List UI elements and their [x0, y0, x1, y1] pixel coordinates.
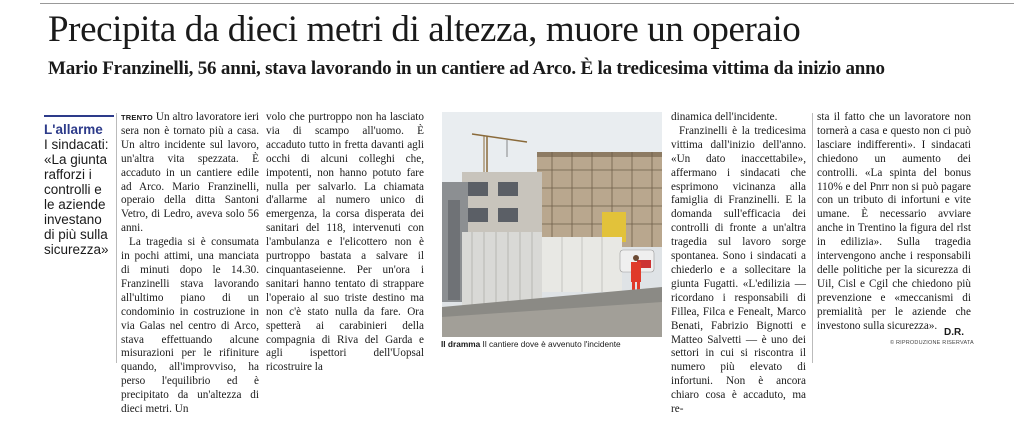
article-paragraph: dinamica dell'incidente. — [671, 111, 778, 123]
sidebar-quote: I sindacati: «La giunta rafforzi i controlli e le aziende investano di più sulla sicurezza» — [44, 137, 109, 257]
sidebar-kicker: L'allarme — [44, 122, 103, 137]
article-column-1 — [121, 111, 259, 417]
column-divider — [812, 113, 813, 363]
dateline: TRENTO — [121, 113, 153, 122]
caption-kicker: Il dramma — [441, 339, 481, 349]
article-paragraph: volo che purtroppo non ha lasciato via di scampo all'uomo. È accaduto tutto in fretta davanti agli occhi di alcuni colleghi che, impotenti, non hanno potuto fare nulla per salvarlo. La chiamata d'allarme al numero unico di emergenza, la corsa disperata dei sanitari del 118, intervenuti con l'ambulanza e l'elicottero non è purtroppo bastata a salvare il cinquantaseienne. Per un'ora i sanitari hanno tentato di strappare l'operaio al suo triste destino ma non c'è stato nulla da fare. Ora spetterà ai carabinieri della compagnia di Riva del Garda e agli ispettori dell'Uopsal ricostruire la — [266, 111, 424, 374]
caption-text: Il cantiere dove è avvenuto l'incidente — [482, 339, 621, 349]
article-paragraph: TRENTO Un altro lavoratore ieri sera non è tornato più a casa. Un altro incidente sul lavoro, un'altra vita spezzata. È accaduto in un cantiere edile ad Arco. Mario Franzinelli, operaio della ditta Santoni Vetro, di Ledro, aveva solo 56 anni. — [121, 111, 259, 235]
article-paragraph: La tragedia si è consumata in pochi attimi, una manciata di minuti dopo le 14.30. Franzinelli stava lavorando all'ultimo piano di un condominio in costruzione in via Galas nel centro di Arco, stava effettuando alcune misurazioni per le rifiniture quando, all'improvviso, ha perso l'equilibrio ed è precipitato da un'altezza di dieci metri. Un — [121, 236, 259, 416]
column-divider — [116, 113, 117, 363]
reproduction-notice: © RIPRODUZIONE RISERVATA — [890, 340, 974, 346]
photo-caption — [441, 339, 671, 349]
sidebar-box — [44, 115, 114, 257]
top-rule — [40, 3, 1014, 4]
construction-site-photo — [442, 112, 662, 337]
article-paragraph: sta il fatto che un lavoratore non tornerà a casa e questo non ci può lasciare indifferenti». I sindacati chiedono un aumento dei controlli. «La spinta del bonus 110% e del Pnrr non si può pagare con un tributo di infortuni e vite umane. È necessario avviare anche in Trentino la figura del rlst in edilizia». Sulla tragedia intervengono anche i responsabili delle politiche per la sicurezza di Uil, Cisl e Cgil che chiedono più prevenzione e «meccanismi di premialità per le aziende che investono sulla sicurezza». — [817, 111, 971, 332]
author-signature: D.R. — [944, 327, 964, 338]
article-column-4 — [817, 111, 971, 334]
article-column-2 — [266, 111, 424, 375]
sidebar-rule — [44, 115, 114, 117]
subheadline: Mario Franzinelli, 56 anni, stava lavorando in un cantiere ad Arco. È la tredicesima vittima da inizio anno — [48, 58, 885, 79]
headline: Precipita da dieci metri di altezza, muore un operaio — [48, 9, 801, 50]
article-column-3 — [671, 111, 806, 417]
article-paragraph: Franzinelli è la tredicesima vittima dall'inizio dell'anno. «Un dato inaccettabile», affermano i sindacati che esprimono vicinanza alla famiglia di Franzinelli. E la domanda sull'efficacia dei controlli di fronte a un'altra tragedia sul lavoro sorge spontanea. Sono i sindacati a chiederlo e a sollecitare la giunta Fugatti. «L'edilizia — ricordano i responsabili di Fillea, Filca e Fenealt, Marco Benati, Fabrizio Bignotti e Matteo Salvetti — è uno dei settori in cui si riscontra il numero più elevato di infortuni. Non è ancora chiaro cosa è accaduto, ma re- — [671, 124, 806, 416]
